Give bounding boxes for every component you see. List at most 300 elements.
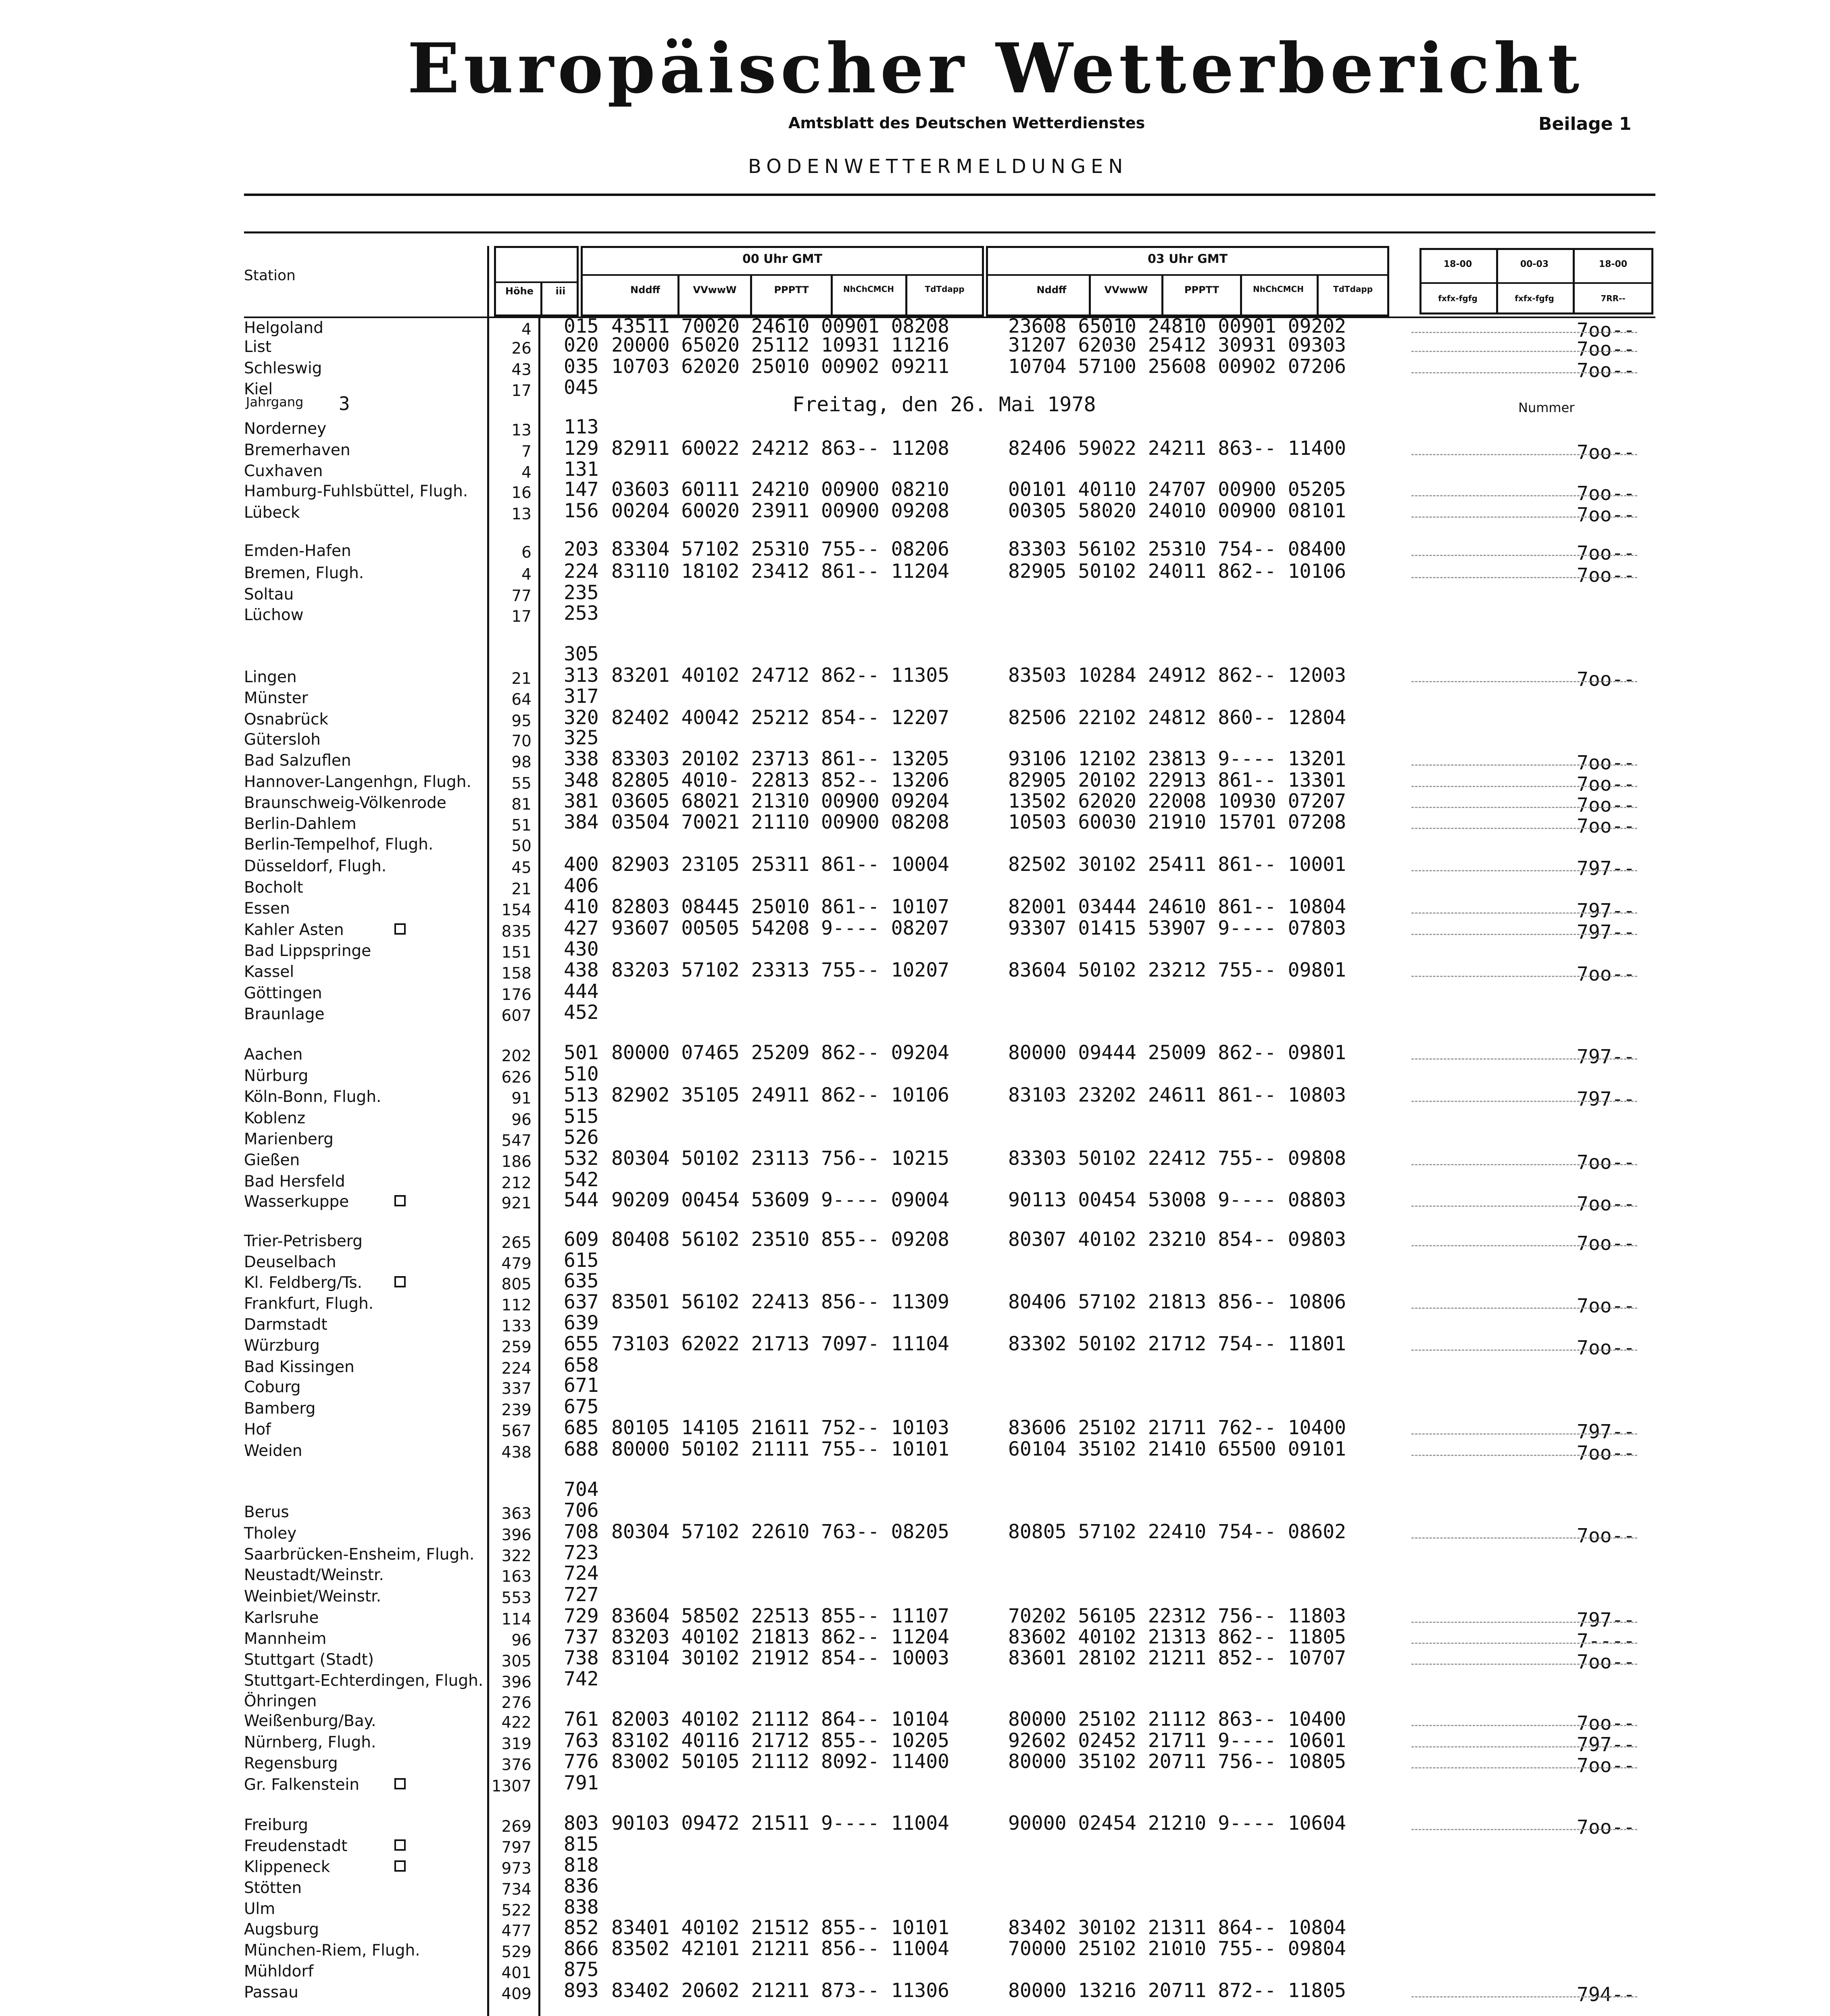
obs-03-utc: 90000 02454 21210 9---- 10604: [1008, 1812, 1346, 1835]
station-height: 265: [501, 1234, 531, 1252]
station-height: 133: [501, 1317, 531, 1335]
dotted-leader-line: [1411, 1058, 1637, 1060]
table-row: [0, 1313, 1830, 1334]
table-row: [0, 1333, 1830, 1359]
station-name: Ulm: [244, 1900, 275, 1918]
station-number: 761: [564, 1708, 599, 1731]
station-number: 763: [564, 1729, 599, 1752]
station-name: Helgoland: [244, 319, 323, 337]
table-row: [0, 538, 1830, 564]
station-name: München-Riem, Flugh.: [244, 1941, 420, 1960]
station-height: 70: [511, 732, 531, 750]
obs-03-utc: 83602 40102 21313 862-- 11805: [1008, 1626, 1346, 1648]
table-row: [0, 876, 1830, 897]
nummer-label: Nummer: [1518, 400, 1575, 415]
table-row: [0, 1897, 1830, 1918]
station-height: 7: [521, 443, 531, 461]
station-name: Norderney: [244, 420, 327, 438]
extra-col-3-top: 18-00: [1599, 259, 1628, 269]
dotted-leader-line: [1411, 454, 1637, 455]
dotted-leader-line: [1411, 1746, 1637, 1747]
obs-03-utc: 70000 25102 21010 755-- 09804: [1008, 1937, 1346, 1960]
obs-00-utc: 83502 42101 21211 856-- 11004: [611, 1937, 950, 1960]
table-row: [0, 1128, 1830, 1149]
table-row: [0, 708, 1830, 729]
precip-7rr: 7oo--: [1577, 482, 1635, 505]
iii-header: iii: [555, 285, 566, 297]
station-number: 510: [564, 1063, 599, 1085]
station-height: 163: [501, 1568, 531, 1586]
station-number: 637: [564, 1291, 599, 1313]
station-number: 542: [564, 1168, 599, 1191]
station-height: 114: [501, 1610, 531, 1629]
obs-03-utc: 82001 03444 24610 861-- 10804: [1008, 896, 1346, 918]
precip-7rr: 7oo--: [1577, 773, 1635, 796]
station-name: Emden-Hafen: [244, 542, 351, 560]
station-height: 224: [501, 1360, 531, 1378]
station-name: Soltau: [244, 585, 294, 604]
dotted-leader-line: [1411, 1767, 1637, 1768]
precip-7rr: 797--: [1577, 1609, 1635, 1631]
station-height: 95: [511, 712, 531, 730]
station-height: 96: [511, 1631, 531, 1649]
station-number: 020: [564, 334, 599, 356]
precip-7rr: 7oo--: [1577, 1295, 1635, 1317]
dotted-leader-line: [1411, 1664, 1637, 1665]
station-name: Neustadt/Weinstr.: [244, 1566, 384, 1584]
obs-03-utc: 80000 35102 20711 756-- 10805: [1008, 1750, 1346, 1773]
station-name: Augsburg: [244, 1920, 319, 1939]
station-name: Kassel: [244, 963, 294, 981]
station-height: 51: [511, 816, 531, 835]
precip-7rr: 7oo--: [1577, 1712, 1635, 1735]
report-subtitle: Amtsblatt des Deutschen Wetterdienstes: [788, 114, 1145, 132]
block00-title: 00 Uhr GMT: [742, 252, 823, 266]
station-height: 151: [501, 943, 531, 962]
table-row: [0, 1729, 1830, 1756]
station-height: 401: [501, 1964, 531, 1982]
table-row: [0, 1003, 1830, 1024]
obs-03-utc: 00101 40110 24707 00900 05205: [1008, 478, 1346, 501]
station-height: 319: [501, 1735, 531, 1753]
precip-7rr: 7oo--: [1577, 441, 1635, 464]
beilage-label: Beilage 1: [1538, 114, 1632, 134]
station-height: 477: [501, 1922, 531, 1940]
obs-00-utc: 03605 68021 21310 00900 09204: [611, 790, 950, 812]
precip-7rr: 7----: [1577, 1630, 1635, 1652]
obs-00-utc: 82902 35105 24911 862-- 10106: [611, 1084, 950, 1106]
block03-col-dewpoint: TdTdapp: [1333, 284, 1373, 294]
station-number: 875: [564, 1958, 599, 1981]
table-row: [0, 1189, 1830, 1215]
station-name: Göttingen: [244, 984, 322, 1002]
station-number: 427: [564, 917, 599, 939]
dotted-leader-line: [1411, 1350, 1637, 1351]
station-height: 98: [511, 753, 531, 771]
dotted-leader-line: [1411, 828, 1637, 829]
obs-03-utc: 80000 09444 25009 862-- 09801: [1008, 1041, 1346, 1064]
station-height: 1307: [491, 1777, 531, 1795]
obs-00-utc: 83304 57102 25310 755-- 08206: [611, 538, 950, 560]
precip-7rr: 7oo--: [1577, 1232, 1635, 1255]
table-row: [0, 1520, 1830, 1547]
dotted-leader-line: [1411, 1829, 1637, 1830]
station-name: Mannheim: [244, 1630, 327, 1648]
station-number: 532: [564, 1147, 599, 1170]
precip-7rr: 797--: [1577, 1733, 1635, 1756]
obs-03-utc: 23608 65010 24810 00901 09202: [1008, 315, 1346, 337]
obs-03-utc: 83103 23202 24611 861-- 10803: [1008, 1084, 1346, 1106]
issue-date: Freitag, den 26. Mai 1978: [792, 393, 1096, 416]
table-row: [0, 1170, 1830, 1191]
station-number: 544: [564, 1189, 599, 1211]
station-number: 723: [564, 1541, 599, 1564]
station-name: Gießen: [244, 1151, 300, 1169]
station-name: Bocholt: [244, 879, 303, 897]
obs-00-utc: 83402 20602 21211 873-- 11306: [611, 1979, 950, 2002]
obs-03-utc: 82905 20102 22913 861-- 13301: [1008, 769, 1346, 791]
station-number: 410: [564, 896, 599, 918]
station-name: Lübeck: [244, 504, 300, 522]
station-name: Essen: [244, 900, 290, 918]
table-row: [0, 1107, 1830, 1128]
station-name: Trier-Petrisberg: [244, 1232, 363, 1250]
precip-7rr: 7oo--: [1577, 1442, 1635, 1464]
station-number: 776: [564, 1750, 599, 1773]
station-name: Coburg: [244, 1378, 301, 1396]
table-row: [0, 769, 1830, 796]
station-number: 384: [564, 811, 599, 833]
obs-03-utc: 60104 35102 21410 65500 09101: [1008, 1438, 1346, 1460]
dotted-leader-line: [1411, 1101, 1637, 1102]
station-number: 526: [564, 1126, 599, 1149]
table-row: [0, 1438, 1830, 1464]
station-height: 259: [501, 1338, 531, 1356]
open-square-icon: [394, 1276, 406, 1287]
table-row: [0, 1228, 1830, 1255]
station-number: 852: [564, 1916, 599, 1939]
station-height: 376: [501, 1756, 531, 1774]
station-name: Koblenz: [244, 1109, 306, 1127]
precip-7rr: 7oo--: [1577, 1193, 1635, 1215]
station-number: 203: [564, 538, 599, 560]
table-row: [0, 417, 1830, 438]
station-height: 202: [501, 1047, 531, 1065]
block03-col-vvwww: VVwwW: [1104, 284, 1148, 296]
obs-00-utc: 82803 08445 25010 861-- 10107: [611, 896, 950, 918]
table-row: [0, 1480, 1830, 1501]
extra-col-1-bottom: fxfx-fgfg: [1438, 294, 1478, 303]
station-number: 818: [564, 1854, 599, 1876]
obs-00-utc: 80105 14105 21611 752-- 10103: [611, 1416, 950, 1439]
station-height: 6: [521, 544, 531, 562]
station-name: Öhringen: [244, 1692, 317, 1710]
dotted-leader-line: [1411, 1164, 1637, 1165]
table-row: [0, 1979, 1830, 2006]
obs-03-utc: 13502 62020 22008 10930 07207: [1008, 790, 1346, 812]
obs-03-utc: 83606 25102 21711 762-- 10400: [1008, 1416, 1346, 1439]
station-name: Wasserkuppe: [244, 1193, 349, 1211]
station-height: 13: [511, 421, 531, 439]
table-row: [0, 728, 1830, 749]
station-number: 815: [564, 1833, 599, 1856]
station-name: Gr. Falkenstein: [244, 1776, 360, 1794]
section-title: BODENWETTERMELDUNGEN: [748, 155, 1128, 178]
station-name: Nürnberg, Flugh.: [244, 1733, 376, 1752]
station-name: Berlin-Dahlem: [244, 815, 356, 833]
station-column-header: Station: [244, 267, 296, 284]
station-number: 305: [564, 643, 599, 665]
station-name: Bad Kissingen: [244, 1358, 354, 1376]
precip-7rr: 7oo--: [1577, 752, 1635, 774]
obs-00-utc: 83110 18102 23412 861-- 11204: [611, 560, 950, 583]
table-row: [0, 500, 1830, 526]
station-name: Karlsruhe: [244, 1609, 319, 1627]
station-number: 452: [564, 1001, 599, 1024]
table-row: [0, 355, 1830, 382]
table-row: [0, 604, 1830, 625]
dotted-leader-line: [1411, 1206, 1637, 1207]
station-height: 734: [501, 1881, 531, 1899]
station-height: 522: [501, 1901, 531, 1920]
dotted-leader-line: [1411, 786, 1637, 787]
station-name: Stuttgart-Echterdingen, Flugh.: [244, 1672, 484, 1690]
station-height: 396: [501, 1526, 531, 1544]
station-name: Marienberg: [244, 1130, 333, 1148]
station-name: Köln-Bonn, Flugh.: [244, 1088, 381, 1106]
station-number: 742: [564, 1668, 599, 1690]
table-row: [0, 1835, 1830, 1856]
block03-col-nddff: Nddff: [1036, 284, 1067, 296]
dotted-leader-line: [1411, 870, 1637, 871]
station-name: Braunschweig-Völkenrode: [244, 794, 446, 812]
table-row: [0, 939, 1830, 960]
precip-7rr: 7oo--: [1577, 1754, 1635, 1777]
obs-03-utc: 82406 59022 24211 863-- 11400: [1008, 437, 1346, 460]
block03-col-pppt: PPPTT: [1184, 284, 1219, 296]
station-name: Freudenstadt: [244, 1837, 348, 1855]
table-row: [0, 748, 1830, 774]
precip-7rr: 7oo--: [1577, 1816, 1635, 1839]
station-name: Düsseldorf, Flugh.: [244, 857, 387, 875]
station-number: 737: [564, 1626, 599, 1648]
table-row: [0, 1291, 1830, 1317]
jahrgang-label: Jahrgang: [246, 394, 304, 410]
station-name: Aachen: [244, 1045, 303, 1064]
station-number: 444: [564, 980, 599, 1003]
hoehe-header: Höhe: [505, 285, 534, 297]
table-row: [0, 917, 1830, 943]
station-height: 91: [511, 1089, 531, 1108]
obs-03-utc: 83303 56102 25310 754-- 08400: [1008, 538, 1346, 560]
table-row: [0, 1960, 1830, 1981]
station-name: Mühldorf: [244, 1962, 314, 1981]
station-name: Frankfurt, Flugh.: [244, 1295, 374, 1313]
obs-03-utc: 80307 40102 23210 854-- 09803: [1008, 1228, 1346, 1251]
dotted-leader-line: [1411, 332, 1637, 333]
dotted-leader-line: [1411, 1996, 1637, 1997]
table-row: [0, 437, 1830, 464]
obs-00-utc: 90209 00454 53609 9---- 09004: [611, 1189, 950, 1211]
obs-00-utc: 00204 60020 23911 00900 09208: [611, 500, 950, 522]
table-row: [0, 1251, 1830, 1272]
obs-00-utc: 93607 00505 54208 9---- 08207: [611, 917, 950, 939]
station-height: 16: [511, 484, 531, 502]
precip-7rr: 7oo--: [1577, 1151, 1635, 1174]
station-number: 708: [564, 1520, 599, 1543]
precip-7rr: 794--: [1577, 1983, 1635, 2006]
station-height: 17: [511, 382, 531, 400]
jahrgang-value: 3: [339, 393, 350, 414]
station-name: Berus: [244, 1503, 289, 1521]
obs-00-utc: 83203 40102 21813 862-- 11204: [611, 1626, 950, 1648]
precip-7rr: 7oo--: [1577, 359, 1635, 382]
station-name: Bremen, Flugh.: [244, 564, 364, 582]
station-height: 322: [501, 1547, 531, 1565]
obs-00-utc: 10703 62020 25010 00902 09211: [611, 355, 950, 378]
station-number: 685: [564, 1416, 599, 1439]
station-number: 320: [564, 706, 599, 729]
obs-03-utc: 83302 50102 21712 754-- 11801: [1008, 1333, 1346, 1355]
extra-col-2-top: 00-03: [1520, 259, 1549, 269]
dotted-leader-line: [1411, 516, 1637, 518]
station-number: 438: [564, 959, 599, 981]
obs-00-utc: 03603 60111 24210 00900 08210: [611, 478, 950, 501]
station-number: 609: [564, 1228, 599, 1251]
obs-00-utc: 80408 56102 23510 855-- 09208: [611, 1228, 950, 1251]
station-height: 186: [501, 1153, 531, 1171]
table-row: [0, 1918, 1830, 1939]
station-height: 45: [511, 859, 531, 877]
station-number: 893: [564, 1979, 599, 2002]
table-row: [0, 1543, 1830, 1564]
station-name: Stötten: [244, 1879, 302, 1897]
station-name: Tholey: [244, 1524, 297, 1543]
station-number: 113: [564, 416, 599, 438]
station-number: 313: [564, 664, 599, 687]
station-number: 015: [564, 315, 599, 337]
station-name: Braunlage: [244, 1005, 325, 1023]
station-height: 305: [501, 1652, 531, 1670]
station-height: 337: [501, 1380, 531, 1398]
block00-col-pppt: PPPTT: [774, 284, 809, 296]
table-row: [0, 833, 1830, 854]
obs-03-utc: 83503 10284 24912 862-- 12003: [1008, 664, 1346, 687]
station-name: Weißenburg/Bay.: [244, 1712, 376, 1730]
dotted-leader-line: [1411, 912, 1637, 914]
station-height: 26: [511, 339, 531, 358]
dotted-leader-line: [1411, 1455, 1637, 1456]
obs-03-utc: 80406 57102 21813 856-- 10806: [1008, 1291, 1346, 1313]
station-height: 81: [511, 796, 531, 814]
dotted-leader-line: [1411, 1725, 1637, 1726]
station-height: 422: [501, 1714, 531, 1732]
obs-03-utc: 90113 00454 53008 9---- 08803: [1008, 1189, 1346, 1211]
table-row: [0, 1876, 1830, 1897]
station-height: 921: [501, 1194, 531, 1212]
obs-03-utc: 00305 58020 24010 00900 08101: [1008, 500, 1346, 522]
table-row: [0, 790, 1830, 816]
station-name: Kiel: [244, 380, 273, 398]
obs-00-utc: 80000 07465 25209 862-- 09204: [611, 1041, 950, 1064]
station-number: 317: [564, 685, 599, 708]
obs-00-utc: 83102 40116 21712 855-- 10205: [611, 1729, 950, 1752]
station-height: 112: [501, 1296, 531, 1314]
station-number: 704: [564, 1478, 599, 1501]
station-name: Cuxhaven: [244, 462, 323, 480]
station-name: Deuselbach: [244, 1253, 336, 1271]
obs-00-utc: 83104 30102 21912 854-- 10003: [611, 1647, 950, 1669]
station-name: Passau: [244, 1983, 298, 2001]
table-row: [0, 1708, 1830, 1735]
station-name: Schleswig: [244, 359, 322, 377]
station-height: 176: [501, 986, 531, 1004]
station-height: 154: [501, 901, 531, 919]
dotted-leader-line: [1411, 351, 1637, 352]
station-name: Saarbrücken-Ensheim, Flugh.: [244, 1545, 475, 1564]
precip-7rr: 797--: [1577, 1088, 1635, 1110]
table-row: [0, 853, 1830, 880]
dotted-leader-line: [1411, 1537, 1637, 1539]
station-name: Kl. Feldberg/Ts.: [244, 1274, 363, 1292]
open-square-icon: [394, 1778, 406, 1789]
station-name: Münster: [244, 689, 308, 707]
open-square-icon: [394, 1195, 406, 1206]
station-number: 639: [564, 1312, 599, 1334]
precip-7rr: 7oo--: [1577, 815, 1635, 837]
table-row: [0, 1376, 1830, 1397]
precip-7rr: 797--: [1577, 857, 1635, 880]
obs-03-utc: 80000 25102 21112 863-- 10400: [1008, 1708, 1346, 1731]
obs-00-utc: 83303 20102 23713 861-- 13205: [611, 748, 950, 770]
obs-03-utc: 10503 60030 21910 15701 07208: [1008, 811, 1346, 833]
table-row: [0, 1750, 1830, 1777]
table-row: [0, 1084, 1830, 1110]
station-name: Bad Hersfeld: [244, 1173, 345, 1191]
station-number: 325: [564, 727, 599, 749]
open-square-icon: [394, 1860, 406, 1872]
station-name: Würzburg: [244, 1337, 320, 1355]
station-number: 235: [564, 581, 599, 604]
obs-00-utc: 73103 62022 21713 7097- 11104: [611, 1333, 950, 1355]
table-row: [0, 1271, 1830, 1292]
station-height: 77: [511, 587, 531, 605]
station-height: 479: [501, 1255, 531, 1273]
obs-03-utc: 83601 28102 21211 852-- 10707: [1008, 1647, 1346, 1669]
station-number: 635: [564, 1270, 599, 1292]
station-name: Bremerhaven: [244, 441, 350, 459]
station-number: 400: [564, 853, 599, 876]
table-row: [0, 1397, 1830, 1418]
obs-03-utc: 83303 50102 22412 755-- 09808: [1008, 1147, 1346, 1170]
station-height: 607: [501, 1007, 531, 1025]
obs-00-utc: 82903 23105 25311 861-- 10004: [611, 853, 950, 876]
station-number: 727: [564, 1583, 599, 1606]
station-number: 381: [564, 790, 599, 812]
dotted-leader-line: [1411, 555, 1637, 556]
station-height: 21: [511, 880, 531, 898]
extra-col-1-top: 18-00: [1443, 259, 1472, 269]
station-name: Klippeneck: [244, 1858, 330, 1876]
station-height: 4: [521, 464, 531, 482]
station-name: Bad Salzuflen: [244, 752, 351, 770]
station-number: 253: [564, 602, 599, 625]
station-height: 158: [501, 964, 531, 983]
obs-00-utc: 83501 56102 22413 856-- 11309: [611, 1291, 950, 1313]
obs-00-utc: 83401 40102 21512 855-- 10101: [611, 1916, 950, 1939]
obs-00-utc: 83203 57102 23313 755-- 10207: [611, 959, 950, 981]
station-number: 156: [564, 500, 599, 522]
